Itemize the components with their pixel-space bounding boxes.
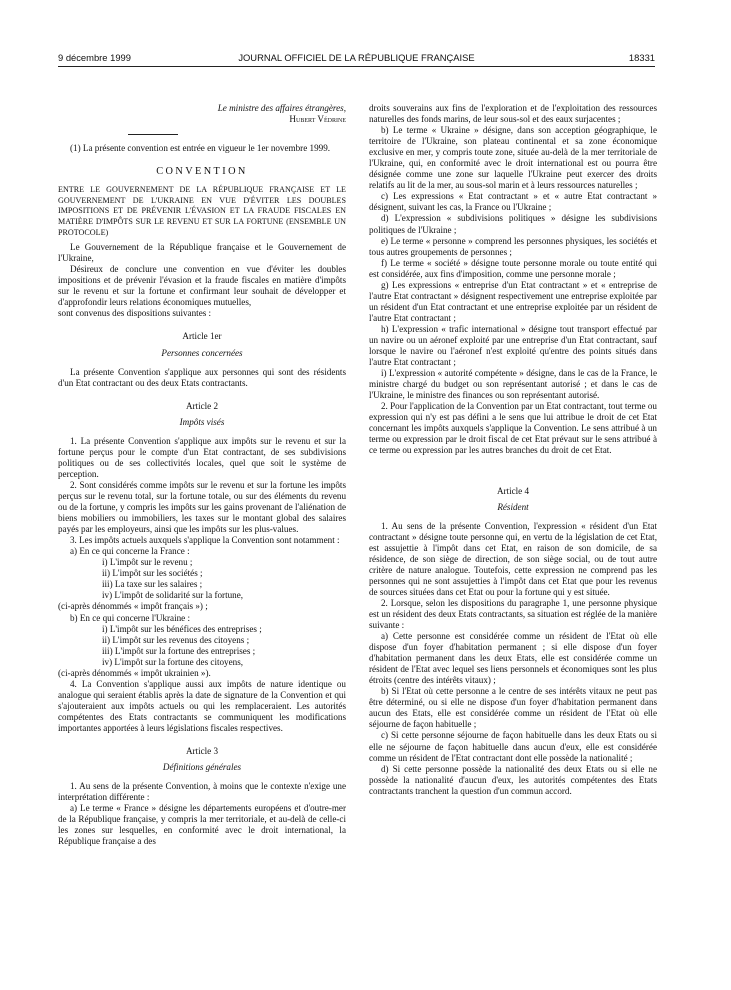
article-1-text: La présente Convention s'applique aux personnes qui sont des résidents d'un Etat contractant ou des deux Etats contractants. xyxy=(58,366,346,388)
article-2-item-a: a) En ce qui concerne la France : xyxy=(70,546,190,557)
article-4-item-d: d) Si cette personne possède la nationalité des deux Etats ou si elle ne possède la nationalité d'aucun d'eux, les autorités compétentes des Etats contractants tranchent la question d'un commun accord. xyxy=(369,763,657,796)
article-3-item-e: e) Le terme « personne » comprend les personnes physiques, les sociétés et tous autres groupements de personnes ; xyxy=(369,235,657,257)
article-3-item-h: h) L'expression « trafic international » désigne tout transport effectué par un navire ou un aéronef exploité par une entreprise d'un Etat contractant, sauf lorsque le navire ou l'aéronef n'est exploité qu'entre des points situés dans l'autre Etat contractant ; xyxy=(369,323,657,368)
article-3-item-a: a) Le terme « France » désigne les départements européens et d'outre-mer de la République française, y compris la mer territoriale, et au-delà de celle-ci les zones sur lesquelles, en conformité avec le droit international, la République française a des xyxy=(58,803,346,847)
article-2-item-b: b) En ce qui concerne l'Ukraine : xyxy=(70,612,191,623)
article-4-para-2: 2. Lorsque, selon les dispositions du paragraphe 1, une personne physique est un résident des deux Etats contractants, sa situation est réglée de la manière suivante : xyxy=(369,597,657,631)
article-4-title: Article 4 xyxy=(496,485,530,496)
page-header xyxy=(58,52,655,66)
list-item: iv) L'impôt de solidarité sur la fortune, xyxy=(102,590,244,601)
list-note: (ci-après dénommés « impôt ukrainien »). xyxy=(58,667,211,678)
article-4-item-a: a) Cette personne est considérée comme un résident de l'Etat où elle dispose d'un foyer d'habitation permanent ; si elle dispose d'un foyer d'habitation permanent dans les deux Etats, elle est considérée comme un résident de l'Etat avec lequel ses liens personnels et économiques sont les plus étroits (centre des intérêts vitaux) ; xyxy=(369,631,657,686)
list-item: iii) L'impôt sur la fortune des entreprises ; xyxy=(102,645,256,656)
article-2-para-3: 3. Les impôts actuels auxquels s'applique la Convention sont notamment : xyxy=(70,535,340,546)
list-item: iii) La taxe sur les salaires ; xyxy=(102,579,203,590)
convention-title: CONVENTION xyxy=(156,166,248,178)
left-column xyxy=(58,103,346,847)
article-3-para-2: 2. Pour l'application de la Convention par un Etat contractant, tout terme ou expression qui n'y est pas défini a le sens que lui attribue le droit de cet Etat concernant les impôts auxquels s'applique la Convention. Le sens attribué à un terme ou expression par le droit fiscal de cet Etat prévaut sur le sens attribué à ce terme ou expression par les autres branches du droit de cet Etat. xyxy=(369,401,657,456)
article-4-item-c: c) Si cette personne séjourne de façon habituelle dans les deux Etats ou si elle ne séjourne de façon habituelle dans aucun d'eux, elle est considérée comme un résident de l'Etat contractant dont elle possède la nationalité ; xyxy=(369,730,657,763)
signatory-name: Hubert Védrine xyxy=(289,114,346,125)
article-4-item-b: b) Si l'Etat où cette personne a le centre de ses intérêts vitaux ne peut pas être déterminé, ou si elle ne dispose d'un foyer d'habitation permanent dans aucun des Etats, elle est considérée comme un résident de l'Etat où elle séjourne de façon habituelle ; xyxy=(369,686,657,730)
article-2-subtitle: Impôts visés xyxy=(179,416,225,427)
article-1-title: Article 1er xyxy=(182,331,222,342)
article-3-item-b: b) Le terme « Ukraine » désigne, dans son acception géographique, le territoire de l'Ukraine, son plateau continental et sa zone économique exclusive en mer, y compris toute zone, située au-delà de la mer territoriale de l'Ukraine, qui, en conformité avec le droit international est ou pourra être désignée comme une zone sur laquelle l'Ukraine peut exercer des droits relatifs au lit de la mer, au sous-sol marin et à leurs ressources naturelles ; xyxy=(369,125,657,191)
article-2-title: Article 2 xyxy=(185,400,219,411)
footnote: (1) La présente convention est entrée en vigueur le 1er novembre 1999. xyxy=(70,143,331,154)
header-journal-title: JOURNAL OFFICIEL DE LA RÉPUBLIQUE FRANÇAISE xyxy=(238,52,475,63)
preamble-parties: Le Gouvernement de la République française et le Gouvernement de l'Ukraine, xyxy=(58,242,346,264)
footnote-rule xyxy=(128,134,178,135)
article-1-subtitle: Personnes concernées xyxy=(161,347,243,358)
article-3-item-d: d) L'expression « subdivisions politiques » désigne les subdivisions politiques de l'Ukraine ; xyxy=(369,213,657,235)
article-3-subtitle: Définitions générales xyxy=(162,762,242,773)
article-4-subtitle: Résident xyxy=(497,501,529,512)
header-date: 9 décembre 1999 xyxy=(58,52,131,63)
article-3-title: Article 3 xyxy=(185,746,219,757)
right-column xyxy=(369,103,657,797)
preamble-purpose: Désireux de conclure une convention en vue d'éviter les doubles impositions et de prévenir l'évasion et la fraude fiscales en matière d'impôts sur le revenu et sur la fortune et confirmant leur souhait de développer et d'approfondir leurs relations économiques mutuelles, xyxy=(58,264,346,308)
preamble-agreed: sont convenus des dispositions suivantes : xyxy=(58,308,212,319)
article-3-item-f: f) Le terme « société » désigne toute personne morale ou toute entité qui est considérée, aux fins d'imposition, comme une personne morale ; xyxy=(369,257,657,279)
article-2-para-2: 2. Sont considérés comme impôts sur le revenu et sur la fortune les impôts perçus sur le revenu total, sur la fortune totale, ou sur des éléments du revenu ou de la fortune, y compris les impôts sur les gains provenant de l'aliénation de biens mobiliers ou immobiliers, les taxes sur le montant global des salaires payés par les employeurs, ainsi que les impôts sur les plus-values. xyxy=(58,479,346,535)
article-3-para-1: 1. Au sens de la présente Convention, à moins que le contexte n'exige une interprétation différente : xyxy=(58,781,346,803)
list-item: iv) L'impôt sur la fortune des citoyens, xyxy=(102,656,244,667)
signatory-title: Le ministre des affaires étrangères, xyxy=(217,103,346,113)
article-3-item-c: c) Les expressions « Etat contractant » et « autre Etat contractant » désignent, suivant les cas, la France ou l'Ukraine ; xyxy=(369,191,657,213)
convention-subtitle: ENTRE LE GOUVERNEMENT DE LA RÉPUBLIQUE FRANÇAISE ET LE GOUVERNEMENT DE L'UKRAINE EN VUE D'ÉVITER LES DOUBLES IMPOSITIONS ET DE PRÉVENIR L'ÉVASION ET LA FRAUDE FISCALES EN MATIÈRE D'IMPÔTS SUR LE REVENU ET SUR LA FORTUNE (ENSEMBLE UN PROTOCOLE) xyxy=(58,185,346,237)
header-page-number: 18331 xyxy=(628,52,655,63)
list-note: (ci-après dénommés « impôt français ») ; xyxy=(58,601,208,612)
header-rule xyxy=(58,66,655,67)
list-item: ii) L'impôt sur les sociétés ; xyxy=(102,568,203,579)
article-3-item-a-continued: droits souverains aux fins de l'exploration et de l'exploitation des ressources naturelles des fonds marins, de leur sous-sol et des eaux surjacentes ; xyxy=(369,103,657,125)
article-4-para-1: 1. Au sens de la présente Convention, l'expression « résident d'un Etat contractant » désigne toute personne qui, en vertu de la législation de cet Etat, est assujettie à l'impôt dans cet Etat, en raison de son domicile, de sa résidence, de son siège de direction, de son siège social, ou de tout autre critère de nature analogue. Toutefois, cette expression ne comprend pas les personnes qui ne sont assujetties à l'impôt dans cet Etat que pour les revenus de sources situées dans cet Etat ou pour la fortune qui y est située. xyxy=(369,520,657,597)
list-item: i) L'impôt sur le revenu ; xyxy=(102,557,193,568)
article-3-item-i: i) L'expression « autorité compétente » désigne, dans le cas de la France, le ministre chargé du budget ou son représentant autorisé ; et dans le cas de l'Ukraine, le ministre des finances ou son représentant autorisé. xyxy=(369,368,657,401)
list-item: ii) L'impôt sur les revenus des citoyens ; xyxy=(102,634,250,645)
article-3-item-g: g) Les expressions « entreprise d'un Etat contractant » et « entreprise de l'autre Etat contractant » désignent respectivement une entreprise exploitée par un résident d'un Etat contractant et une entreprise exploitée par un résident de l'autre Etat contractant ; xyxy=(369,279,657,323)
article-2-para-4: 4. La Convention s'applique aussi aux impôts de nature identique ou analogue qui seraient établis après la date de signature de la Convention et qui s'ajouteraient aux impôts actuels ou qui les remplaceraient. Les autorités compétentes des Etats contractants se communiquent les modifications importantes apportées à leurs législations fiscales respectives. xyxy=(58,678,346,733)
spacer xyxy=(369,457,657,474)
article-2-para-1: 1. La présente Convention s'applique aux impôts sur le revenu et sur la fortune perçus pour le compte d'un Etat contractant, de ses subdivisions politiques ou de ses collectivités locales, quel que soit le système de perception. xyxy=(58,435,346,479)
list-item: i) L'impôt sur les bénéfices des entreprises ; xyxy=(102,623,262,634)
